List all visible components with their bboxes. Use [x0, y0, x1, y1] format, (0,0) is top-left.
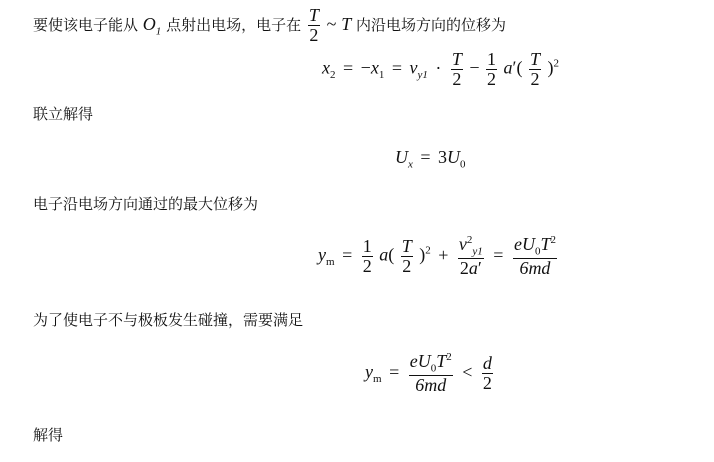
- fraction-denominator: 2: [530, 68, 540, 89]
- equals-sign: =: [493, 244, 504, 265]
- fraction-denominator: [458, 259, 484, 278]
- math-subscript: 1: [155, 25, 162, 38]
- plus-sign: +: [438, 244, 449, 265]
- math-superscript: 2: [466, 234, 473, 246]
- fraction-denominator: 6md: [415, 375, 447, 396]
- math-subscript: 0: [430, 362, 437, 375]
- fraction: [451, 50, 463, 89]
- fraction: [529, 50, 541, 89]
- math-var: e: [409, 351, 418, 371]
- math-subscript: 2: [330, 69, 336, 82]
- equals-sign: =: [420, 147, 431, 167]
- fraction: [486, 50, 497, 89]
- minus-sign: −: [360, 57, 371, 78]
- fraction-numerator: T: [401, 236, 412, 257]
- fraction-denominator: 6md: [519, 258, 551, 279]
- math-tilde: ~: [326, 13, 337, 34]
- prime-mark: ′: [477, 258, 482, 279]
- math-var: T: [540, 234, 551, 254]
- paragraph-3: 电子沿电场方向通过的最大位移为: [33, 195, 259, 213]
- fraction-numerator: T: [451, 49, 462, 69]
- math-var: y: [318, 244, 326, 265]
- math-var: T: [341, 13, 352, 34]
- prime-mark: ′: [512, 57, 517, 78]
- math-var: a: [503, 57, 513, 78]
- math-var: v: [409, 57, 418, 78]
- fraction-denominator: 2: [452, 68, 462, 89]
- fraction: [409, 352, 453, 395]
- math-var: a: [379, 244, 389, 265]
- text-segment: 点射出电场，电子在: [166, 15, 302, 34]
- fraction-numerator: [409, 352, 453, 376]
- paren-close: ): [419, 244, 426, 265]
- paragraph-1: [33, 6, 506, 45]
- fraction-numerator: [458, 235, 484, 259]
- math-subscript: m: [373, 373, 382, 386]
- fraction: [458, 235, 484, 278]
- fraction: [362, 237, 373, 276]
- equals-sign: =: [343, 57, 354, 78]
- math-subscript: y1: [417, 69, 428, 82]
- math-subscript: y1: [472, 245, 483, 258]
- fraction: [482, 354, 493, 393]
- dot-operator: ·: [435, 57, 442, 78]
- paragraph-4: 为了使电子不与极板发生碰撞，需要满足: [33, 311, 304, 329]
- fraction-numerator: T: [308, 5, 319, 25]
- fraction-numerator: 1: [487, 49, 497, 69]
- paragraph-2: 联立解得: [33, 105, 94, 123]
- math-superscript: 2: [446, 351, 452, 363]
- equation-3: [318, 235, 559, 278]
- paragraph-5: 解得: [33, 426, 64, 444]
- math-var: y: [365, 361, 373, 382]
- fraction-numerator: $eU_0T^2$: [513, 234, 556, 258]
- math-subscript: x: [408, 158, 413, 171]
- math-var: x: [370, 57, 379, 78]
- fraction-denominator: 2: [482, 373, 492, 394]
- math-var: U: [417, 351, 431, 371]
- math-var: e: [513, 234, 522, 254]
- math-var: a: [468, 258, 478, 279]
- math-var: U: [447, 147, 461, 167]
- fraction-denominator: 2: [402, 256, 412, 277]
- equals-sign: =: [342, 244, 353, 265]
- fraction-denominator: 2: [362, 256, 372, 277]
- text-segment: 要使该电子能从: [33, 15, 139, 34]
- fraction-denominator: 2: [487, 68, 497, 89]
- fraction-numerator: d: [482, 353, 492, 374]
- math-superscript: 2: [550, 234, 556, 246]
- equals-sign: =: [391, 57, 402, 78]
- fraction-denominator: 2: [309, 24, 319, 45]
- equals-sign: =: [389, 361, 400, 382]
- math-subscript: 0: [534, 245, 541, 258]
- fraction: [308, 6, 320, 45]
- minus-sign: −: [469, 57, 480, 78]
- math-var: x: [322, 57, 330, 78]
- text-segment: 内沿电场方向的位移为: [356, 15, 507, 34]
- equation-4: [365, 352, 495, 395]
- math-superscript: 2: [425, 244, 431, 257]
- math-symbol: [142, 13, 162, 38]
- math-var: U: [395, 147, 408, 167]
- fraction-numerator: T: [529, 49, 540, 69]
- math-var: O: [142, 13, 156, 34]
- coefficient: 2: [459, 258, 469, 279]
- math-var: T: [436, 351, 447, 371]
- equation-1: [322, 50, 559, 89]
- fraction: [513, 235, 557, 278]
- paren-open: (: [388, 244, 395, 265]
- math-subscript: 0: [460, 158, 466, 171]
- math-subscript: m: [326, 256, 335, 269]
- paren-close: ): [547, 57, 554, 78]
- fraction-numerator: 1: [362, 236, 372, 257]
- paren-open: (: [516, 57, 523, 78]
- fraction: [401, 237, 413, 276]
- math-var: v: [458, 234, 467, 254]
- math-superscript: 2: [553, 57, 559, 70]
- math-subscript: 1: [378, 69, 385, 82]
- less-than-sign: <: [462, 361, 473, 382]
- coefficient: 3: [438, 147, 448, 167]
- equation-2: [395, 147, 466, 171]
